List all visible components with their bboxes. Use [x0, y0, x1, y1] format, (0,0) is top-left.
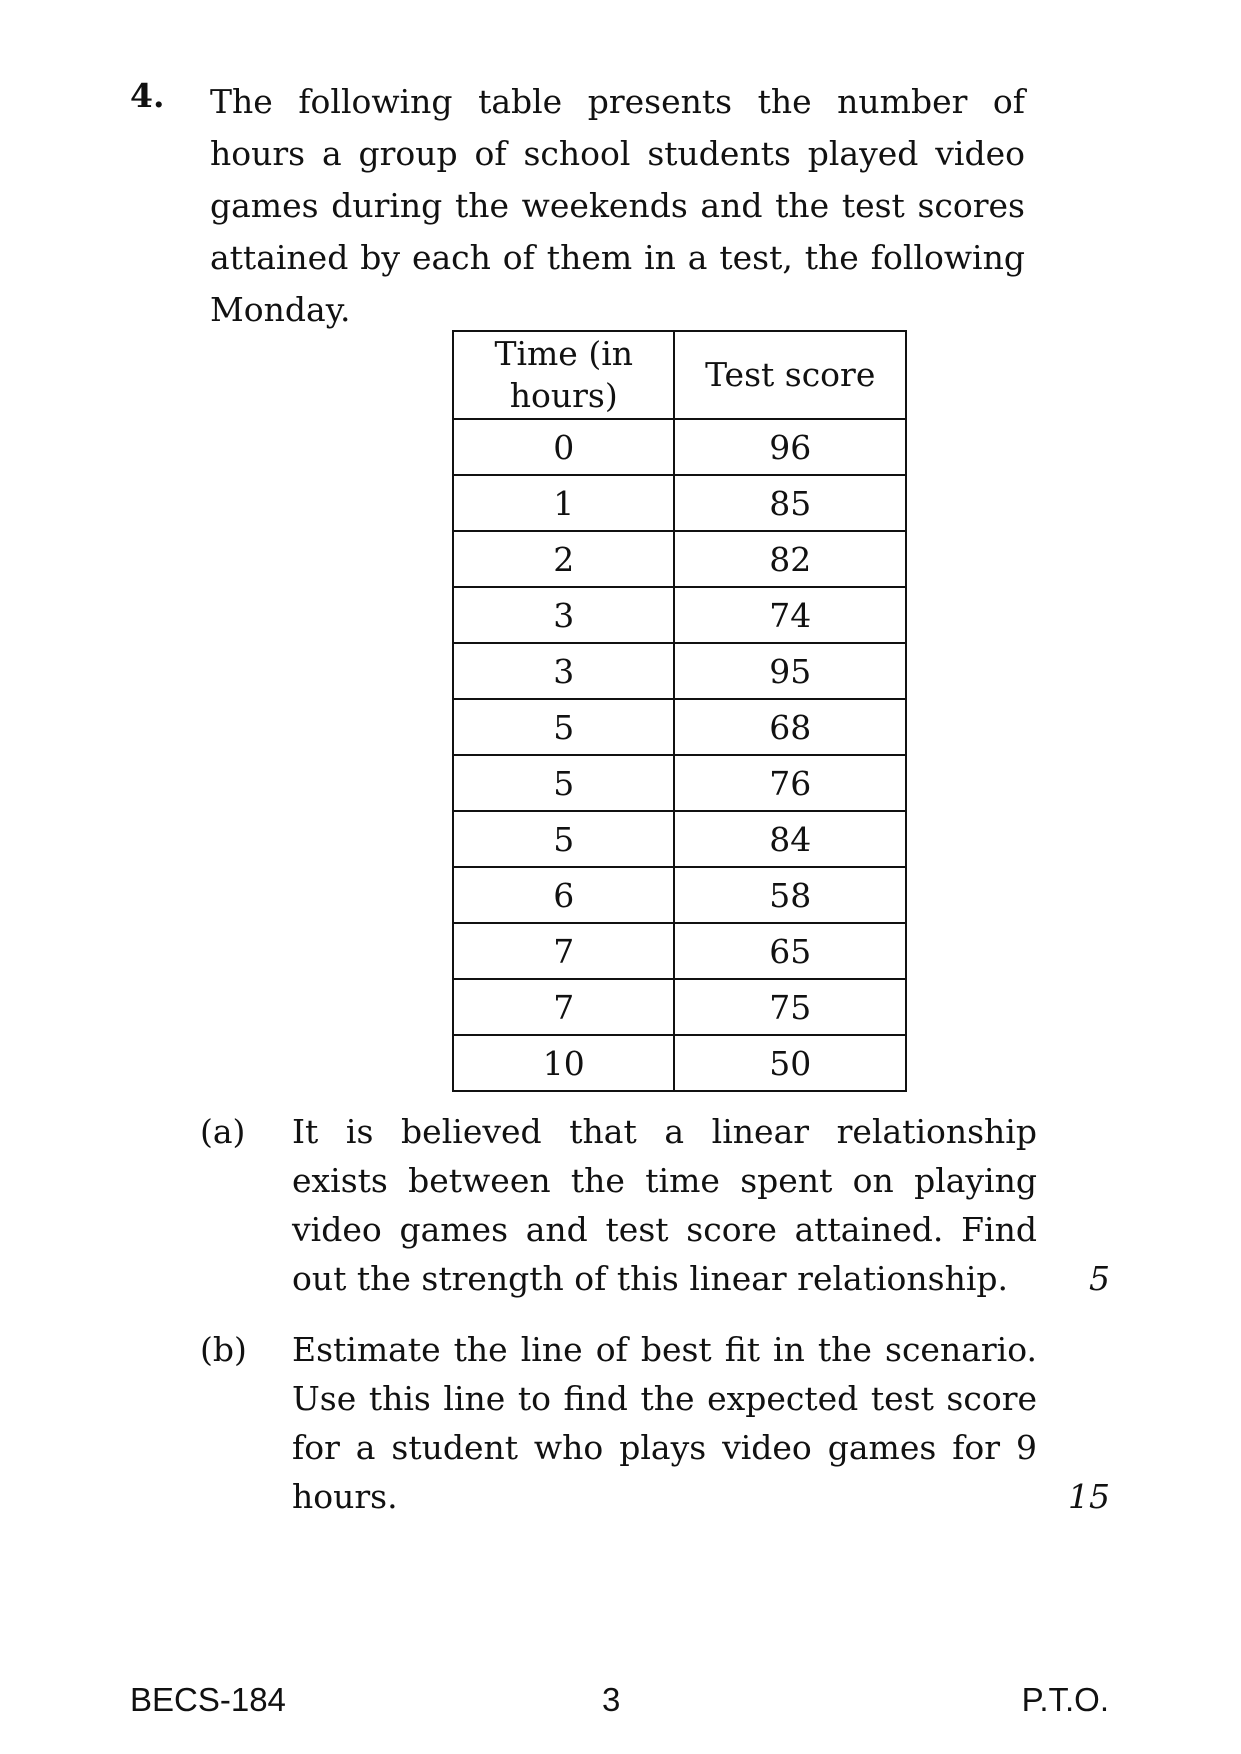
table-body: [453, 419, 906, 1091]
table-row: [453, 587, 906, 643]
table-row: [453, 979, 906, 1035]
part-b-label: (b): [200, 1330, 247, 1369]
part-b: [200, 1325, 1110, 1521]
score-cell: 75: [674, 979, 906, 1035]
score-cell: 96: [674, 419, 906, 475]
part-a-marks: 5: [1089, 1259, 1110, 1298]
table-header-time: Time (in hours): [453, 331, 674, 419]
table-row: [453, 811, 906, 867]
table-row: [453, 419, 906, 475]
table-row: [453, 755, 906, 811]
table-row: [453, 1035, 906, 1091]
table-row: [453, 643, 906, 699]
score-cell: 50: [674, 1035, 906, 1091]
time-cell: 6: [453, 867, 674, 923]
score-cell: 95: [674, 643, 906, 699]
table-row: [453, 699, 906, 755]
footer-pto: P.T.O.: [1021, 1681, 1109, 1718]
table-header-score: Test score: [674, 331, 906, 419]
footer-course-code: BECS-184: [130, 1681, 286, 1718]
part-b-marks: 15: [1068, 1477, 1110, 1516]
time-cell: 3: [453, 587, 674, 643]
table-row: [453, 475, 906, 531]
time-cell: 2: [453, 531, 674, 587]
time-cell: 5: [453, 699, 674, 755]
score-cell: 85: [674, 475, 906, 531]
time-cell: 5: [453, 811, 674, 867]
question-number: 4.: [130, 76, 165, 115]
table-row: [453, 531, 906, 587]
part-b-text: Estimate the line of best fit in the scenario. Use this line to find the expected test score for a student who plays video games for 9 hours.: [292, 1330, 1037, 1516]
score-cell: 74: [674, 587, 906, 643]
time-cell: 3: [453, 643, 674, 699]
score-cell: 68: [674, 699, 906, 755]
part-a: [200, 1107, 1110, 1303]
table-row: [453, 923, 906, 979]
table-header-row: [453, 331, 906, 419]
time-cell: 10: [453, 1035, 674, 1091]
part-a-label: (a): [200, 1112, 246, 1151]
table-row: [453, 867, 906, 923]
score-cell: 76: [674, 755, 906, 811]
footer-page-number: 3: [602, 1681, 621, 1718]
time-cell: 5: [453, 755, 674, 811]
part-a-text: It is believed that a linear relationship exists between the time spent on playing video games and test score attained. Find out the strength of this linear relationship.: [292, 1112, 1037, 1298]
score-cell: 65: [674, 923, 906, 979]
score-cell: 82: [674, 531, 906, 587]
question-stem: The following table presents the number of hours a group of school students played video games during the weekends and the test scores attained by each of them in a test, the following Monday.: [210, 82, 1025, 329]
score-cell: 84: [674, 811, 906, 867]
score-cell: 58: [674, 867, 906, 923]
time-cell: 1: [453, 475, 674, 531]
time-cell: 0: [453, 419, 674, 475]
data-table: [452, 330, 907, 1092]
time-cell: 7: [453, 979, 674, 1035]
time-cell: 7: [453, 923, 674, 979]
